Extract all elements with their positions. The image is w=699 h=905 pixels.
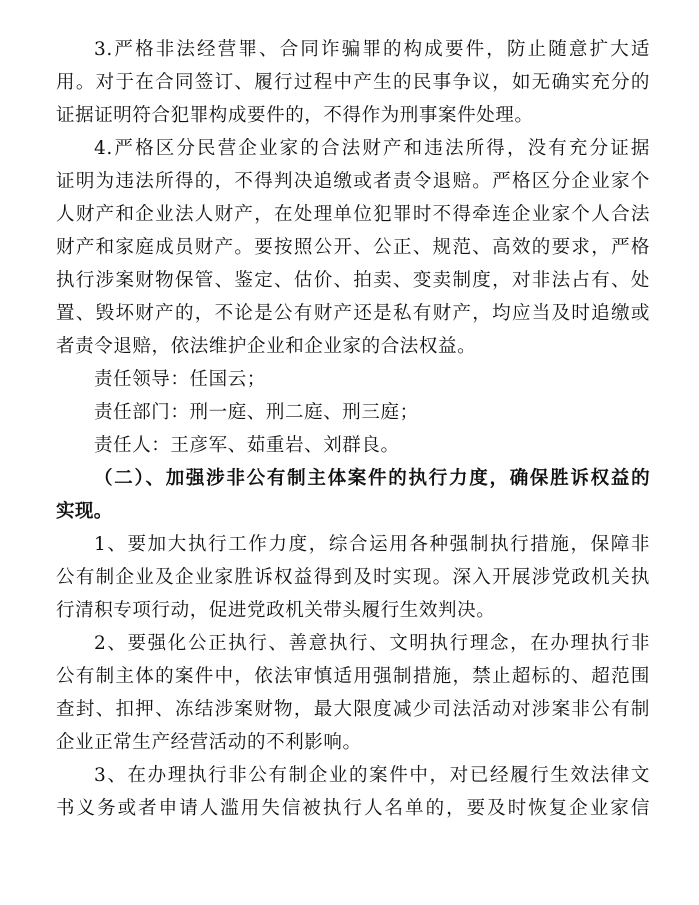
section-heading-line-1: （二）、加强涉非公有制主体案件的执行力度，确保胜诉权益的: [94, 468, 650, 489]
paragraph-3-line-3: 证据证明符合犯罪构成要件的，不得作为刑事案件处理。: [56, 105, 534, 126]
item-2-line-1: 2、要强化公正执行、善意执行、文明执行理念，在办理执行非: [94, 633, 650, 654]
item-2-line-2: 公有制主体的案件中，依法审慎适用强制措施，禁止超标的、超范围: [56, 666, 650, 687]
item-1-line-1: 1、要加大执行工作力度，综合运用各种强制执行措施，保障非: [94, 534, 650, 555]
paragraph-3-line-2: 用。对于在合同签订、履行过程中产生的民事争议，如无确实充分的: [56, 72, 650, 93]
item-2-line-3: 查封、扣押、冻结涉案财物，最大限度减少司法活动对涉案非公有制: [56, 699, 650, 720]
item-3-line-2: 书义务或者申请人滥用失信被执行人名单的，要及时恢复企业家信: [56, 798, 650, 819]
item-1-line-2: 公有制企业及企业家胜诉权益得到及时实现。深入开展涉党政机关执: [56, 567, 650, 588]
paragraph-4-line-3: 人财产和企业法人财产，在处理单位犯罪时不得牵连企业家个人合法: [56, 204, 650, 225]
item-1-line-3: 行清积专项行动，促进党政机关带头履行生效判决。: [56, 600, 496, 621]
paragraph-3-line-1: 3.严格非法经营罪、合同诈骗罪的构成要件，防止随意扩大适: [94, 39, 650, 60]
responsible-person: 责任人：王彦军、茹重岩、刘群良。: [94, 435, 400, 456]
section-heading-line-2: 实现。: [56, 501, 113, 522]
item-3-line-1: 3、在办理执行非公有制企业的案件中，对已经履行生效法律文: [94, 765, 650, 786]
paragraph-4-line-7: 者责令退赔，依法维护企业和企业家的合法权益。: [56, 336, 477, 357]
paragraph-4-line-1: 4.严格区分民营企业家的合法财产和违法所得，没有充分证据: [94, 138, 650, 159]
paragraph-4-line-6: 置、毁坏财产的，不论是公有财产还是私有财产，均应当及时追缴或: [56, 303, 650, 324]
responsible-department: 责任部门：刑一庭、刑二庭、刑三庭；: [94, 402, 419, 423]
item-2-line-4: 企业正常生产经营活动的不利影响。: [56, 732, 362, 753]
responsible-leader: 责任领导：任国云；: [94, 369, 266, 390]
paragraph-4-line-5: 执行涉案财物保管、鉴定、估价、拍卖、变卖制度，对非法占有、处: [56, 270, 650, 291]
paragraph-4-line-2: 证明为违法所得的，不得判决追缴或者责令退赔。严格区分企业家个: [56, 171, 650, 192]
paragraph-4-line-4: 财产和家庭成员财产。要按照公开、公正、规范、高效的要求，严格: [56, 237, 650, 258]
